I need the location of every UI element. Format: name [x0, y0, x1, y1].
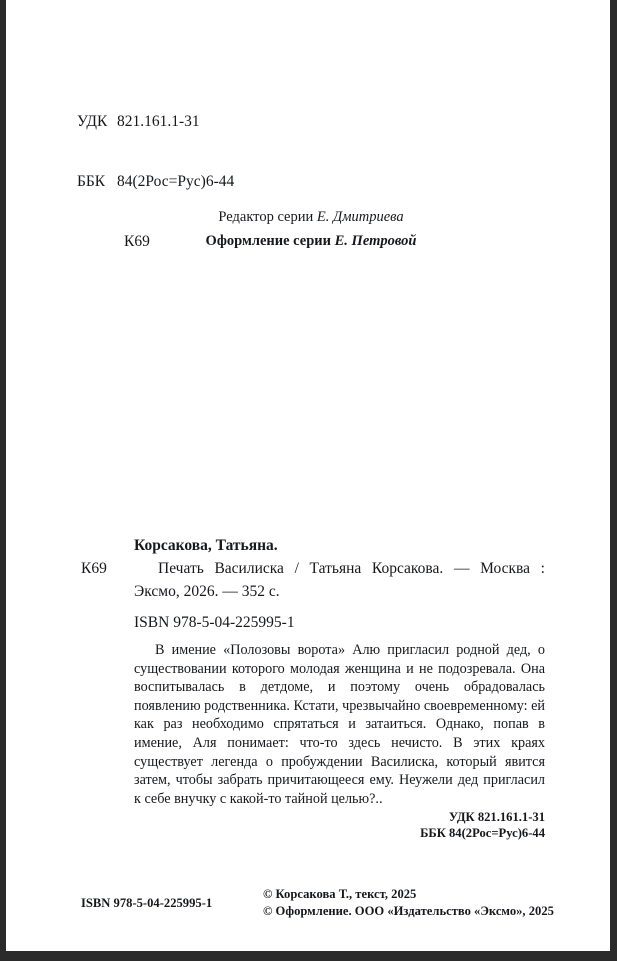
series-editor-line	[77, 205, 545, 229]
record-isbn: ISBN 978-5-04-225995-1	[134, 614, 295, 631]
udc-label: УДК	[77, 113, 108, 130]
bbk-repeat-value: ББК 84(2Рос=Рус)6-44	[420, 826, 545, 840]
record-author: Корсакова, Татьяна.	[134, 537, 278, 554]
series-designer-name: Е. Петровой	[334, 233, 417, 249]
annotation-text: В имение «Полозовы ворота» Алю пригласил родной дед, о существовании которого молодая женщина и не подозревала. Она воспитывалась в детдоме, и поэтому очень обрадовалась появлению родственника. Кстати, чрезвычайно своевременному: ей как раз необходимо спрятаться и затаиться. Однако, попав в имение, Аля понимает: что-то здесь нечисто. В этих краях существует легенда о пробуждении Василиска, который явится затем, чтобы забрать причитающееся ему. Неужели дед пригласил к себе внучку с какой-то тайной целью?..	[134, 642, 545, 807]
series-editor-role: Редактор серии	[218, 209, 317, 225]
page-footer	[77, 886, 554, 920]
bbk-line	[77, 172, 234, 192]
udc-value: 821.161.1-31	[117, 113, 200, 130]
classification-block	[77, 72, 234, 292]
copyright-text-line: © Корсакова Т., текст, 2025	[263, 887, 417, 901]
bbk-label: ББК	[77, 173, 106, 190]
series-designer-line	[77, 229, 545, 253]
bbk-value: 84(2Рос=Рус)6-44	[117, 173, 235, 190]
record-shelf-mark: К69	[81, 560, 107, 577]
record-description: Печать Василиска / Татьяна Корсакова. — Москва : Эксмо, 2026. — 352 с.	[134, 560, 545, 600]
classification-repeat	[77, 809, 545, 841]
series-credits	[77, 205, 545, 253]
book-page	[5, 0, 611, 952]
record-body	[77, 557, 545, 603]
udc-repeat-value: УДК 821.161.1-31	[448, 810, 545, 824]
footer-isbn: ISBN 978-5-04-225995-1	[81, 896, 213, 910]
series-designer-role: Оформление серии	[205, 233, 335, 249]
page-content	[77, 0, 554, 951]
copyright-design-line: © Оформление. ООО «Издательство «Эксмо», 2025	[263, 904, 554, 918]
catalog-record	[77, 535, 545, 634]
series-editor-name: Е. Дмитриева	[316, 209, 404, 225]
shelf-mark: К69	[124, 233, 150, 250]
udc-line	[77, 112, 234, 132]
